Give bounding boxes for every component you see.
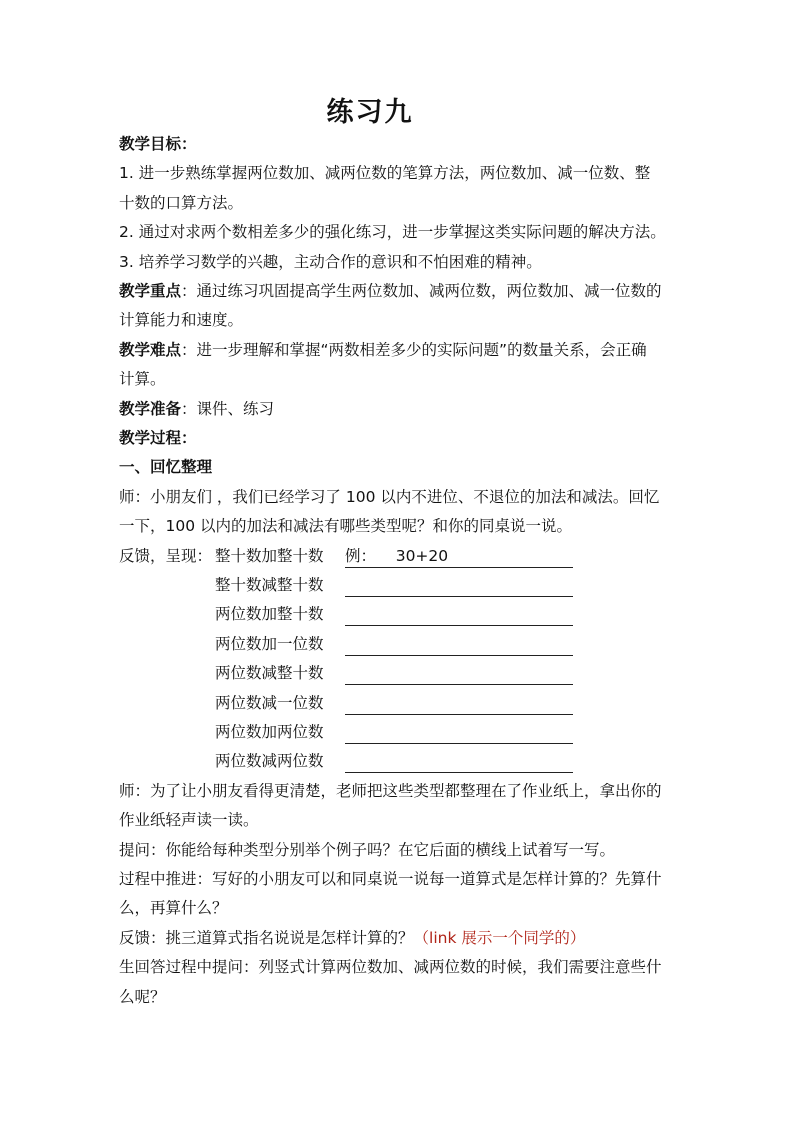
feedback-item: 两位数加整十数 [215, 605, 324, 624]
objective-3: 3. 培养学习数学的兴趣，主动合作的意识和不怕困难的精神。 [119, 252, 542, 271]
feedback-row-8 [119, 747, 689, 776]
answer-line [345, 546, 573, 568]
key-point-text: ：通过练习巩固提高学生两位数加、减两位数，两位数加、减一位数的 [181, 282, 662, 301]
process-heading: 教学过程： [119, 429, 197, 448]
section-1-heading: 一、回忆整理 [119, 458, 213, 477]
feedback-item: 两位数加两位数 [215, 723, 324, 742]
teacher-2-line-1: 师：为了让小朋友看得更清楚，老师把这些类型都整理在了作业纸上，拿出你的 [119, 781, 662, 800]
feedback-2-line [119, 924, 689, 953]
objective-1-line-1: 1. 进一步熟练掌握两位数加、减两位数的笔算方法，两位数加、减一位数、整 [119, 164, 651, 183]
process-push-line-2: 么，再算什么？ [119, 899, 228, 918]
feedback-item: 整十数减整十数 [215, 576, 324, 595]
question-line: 提问：你能给每种类型分别举个例子吗？在它后面的横线上试着写一写。 [119, 840, 616, 859]
feedback-row-6 [119, 689, 689, 718]
feedback-row-7 [119, 718, 689, 747]
objective-1-line-2: 十数的口算方法。 [119, 193, 244, 212]
feedback-item: 两位数减整十数 [215, 664, 324, 683]
feedback-2-note: （link 展示一个同学的） [413, 928, 586, 947]
feedback-row-4 [119, 630, 689, 659]
preparation-label: 教学准备 [119, 399, 182, 418]
answer-line [345, 693, 573, 715]
feedback-item: 两位数减两位数 [215, 752, 324, 771]
feedback-row-2 [119, 571, 689, 600]
teacher-1-line-1: 师：小朋友们 ，我们已经学习了 100 以内不进位、不退位的加法和减法。回忆 [119, 487, 660, 506]
student-answer-line-1: 生回答过程中提问：列竖式计算两位数加、减两位数的时候，我们需要注意些什 [119, 958, 662, 977]
student-answer-line-2: 么呢？ [119, 987, 166, 1006]
answer-line [345, 663, 573, 685]
teacher-2-line-2: 作业纸轻声读一读。 [119, 811, 259, 830]
preparation-line [119, 395, 689, 424]
key-point-line-1 [119, 277, 689, 306]
feedback-2-text: 反馈：挑三道算式指名说说是怎样计算的？ [119, 928, 414, 947]
answer-line [345, 575, 573, 597]
page-title: 练习九 [326, 97, 414, 128]
answer-line [345, 604, 573, 626]
key-point-label: 教学重点 [119, 282, 182, 301]
feedback-row-1 [119, 542, 689, 571]
difficulty-label: 教学难点 [119, 340, 182, 359]
difficulty-text: ：进一步理解和掌握“两数相差多少的实际问题”的数量关系，会正确 [181, 340, 647, 359]
objective-2: 2. 通过对求两个数相差多少的强化练习，进一步掌握这类实际问题的解决方法。 [119, 223, 666, 242]
difficulty-line-2: 计算。 [119, 370, 166, 389]
difficulty-line-1 [119, 336, 689, 365]
answer-line [345, 634, 573, 656]
process-push-line-1: 过程中推进：写好的小朋友可以和同桌说一说每一道算式是怎样计算的？先算什 [119, 870, 662, 889]
preparation-text: ：课件、练习 [181, 399, 275, 418]
example-text: 例： 30+20 [345, 546, 449, 565]
feedback-item: 两位数加一位数 [215, 634, 324, 653]
answer-line [345, 722, 573, 744]
feedback-label: 反馈，呈现： [119, 546, 213, 565]
feedback-row-3 [119, 600, 689, 629]
feedback-item: 两位数减一位数 [215, 693, 324, 712]
feedback-item: 整十数加整十数 [215, 546, 324, 565]
key-point-line-2: 计算能力和速度。 [119, 311, 244, 330]
answer-line [345, 751, 573, 773]
objectives-heading: 教学目标： [119, 135, 197, 153]
teacher-1-line-2: 一下，100 以内的加法和减法有哪些类型呢？和你的同桌说一说。 [119, 517, 573, 536]
document-body [119, 130, 689, 1012]
feedback-row-5 [119, 659, 689, 688]
